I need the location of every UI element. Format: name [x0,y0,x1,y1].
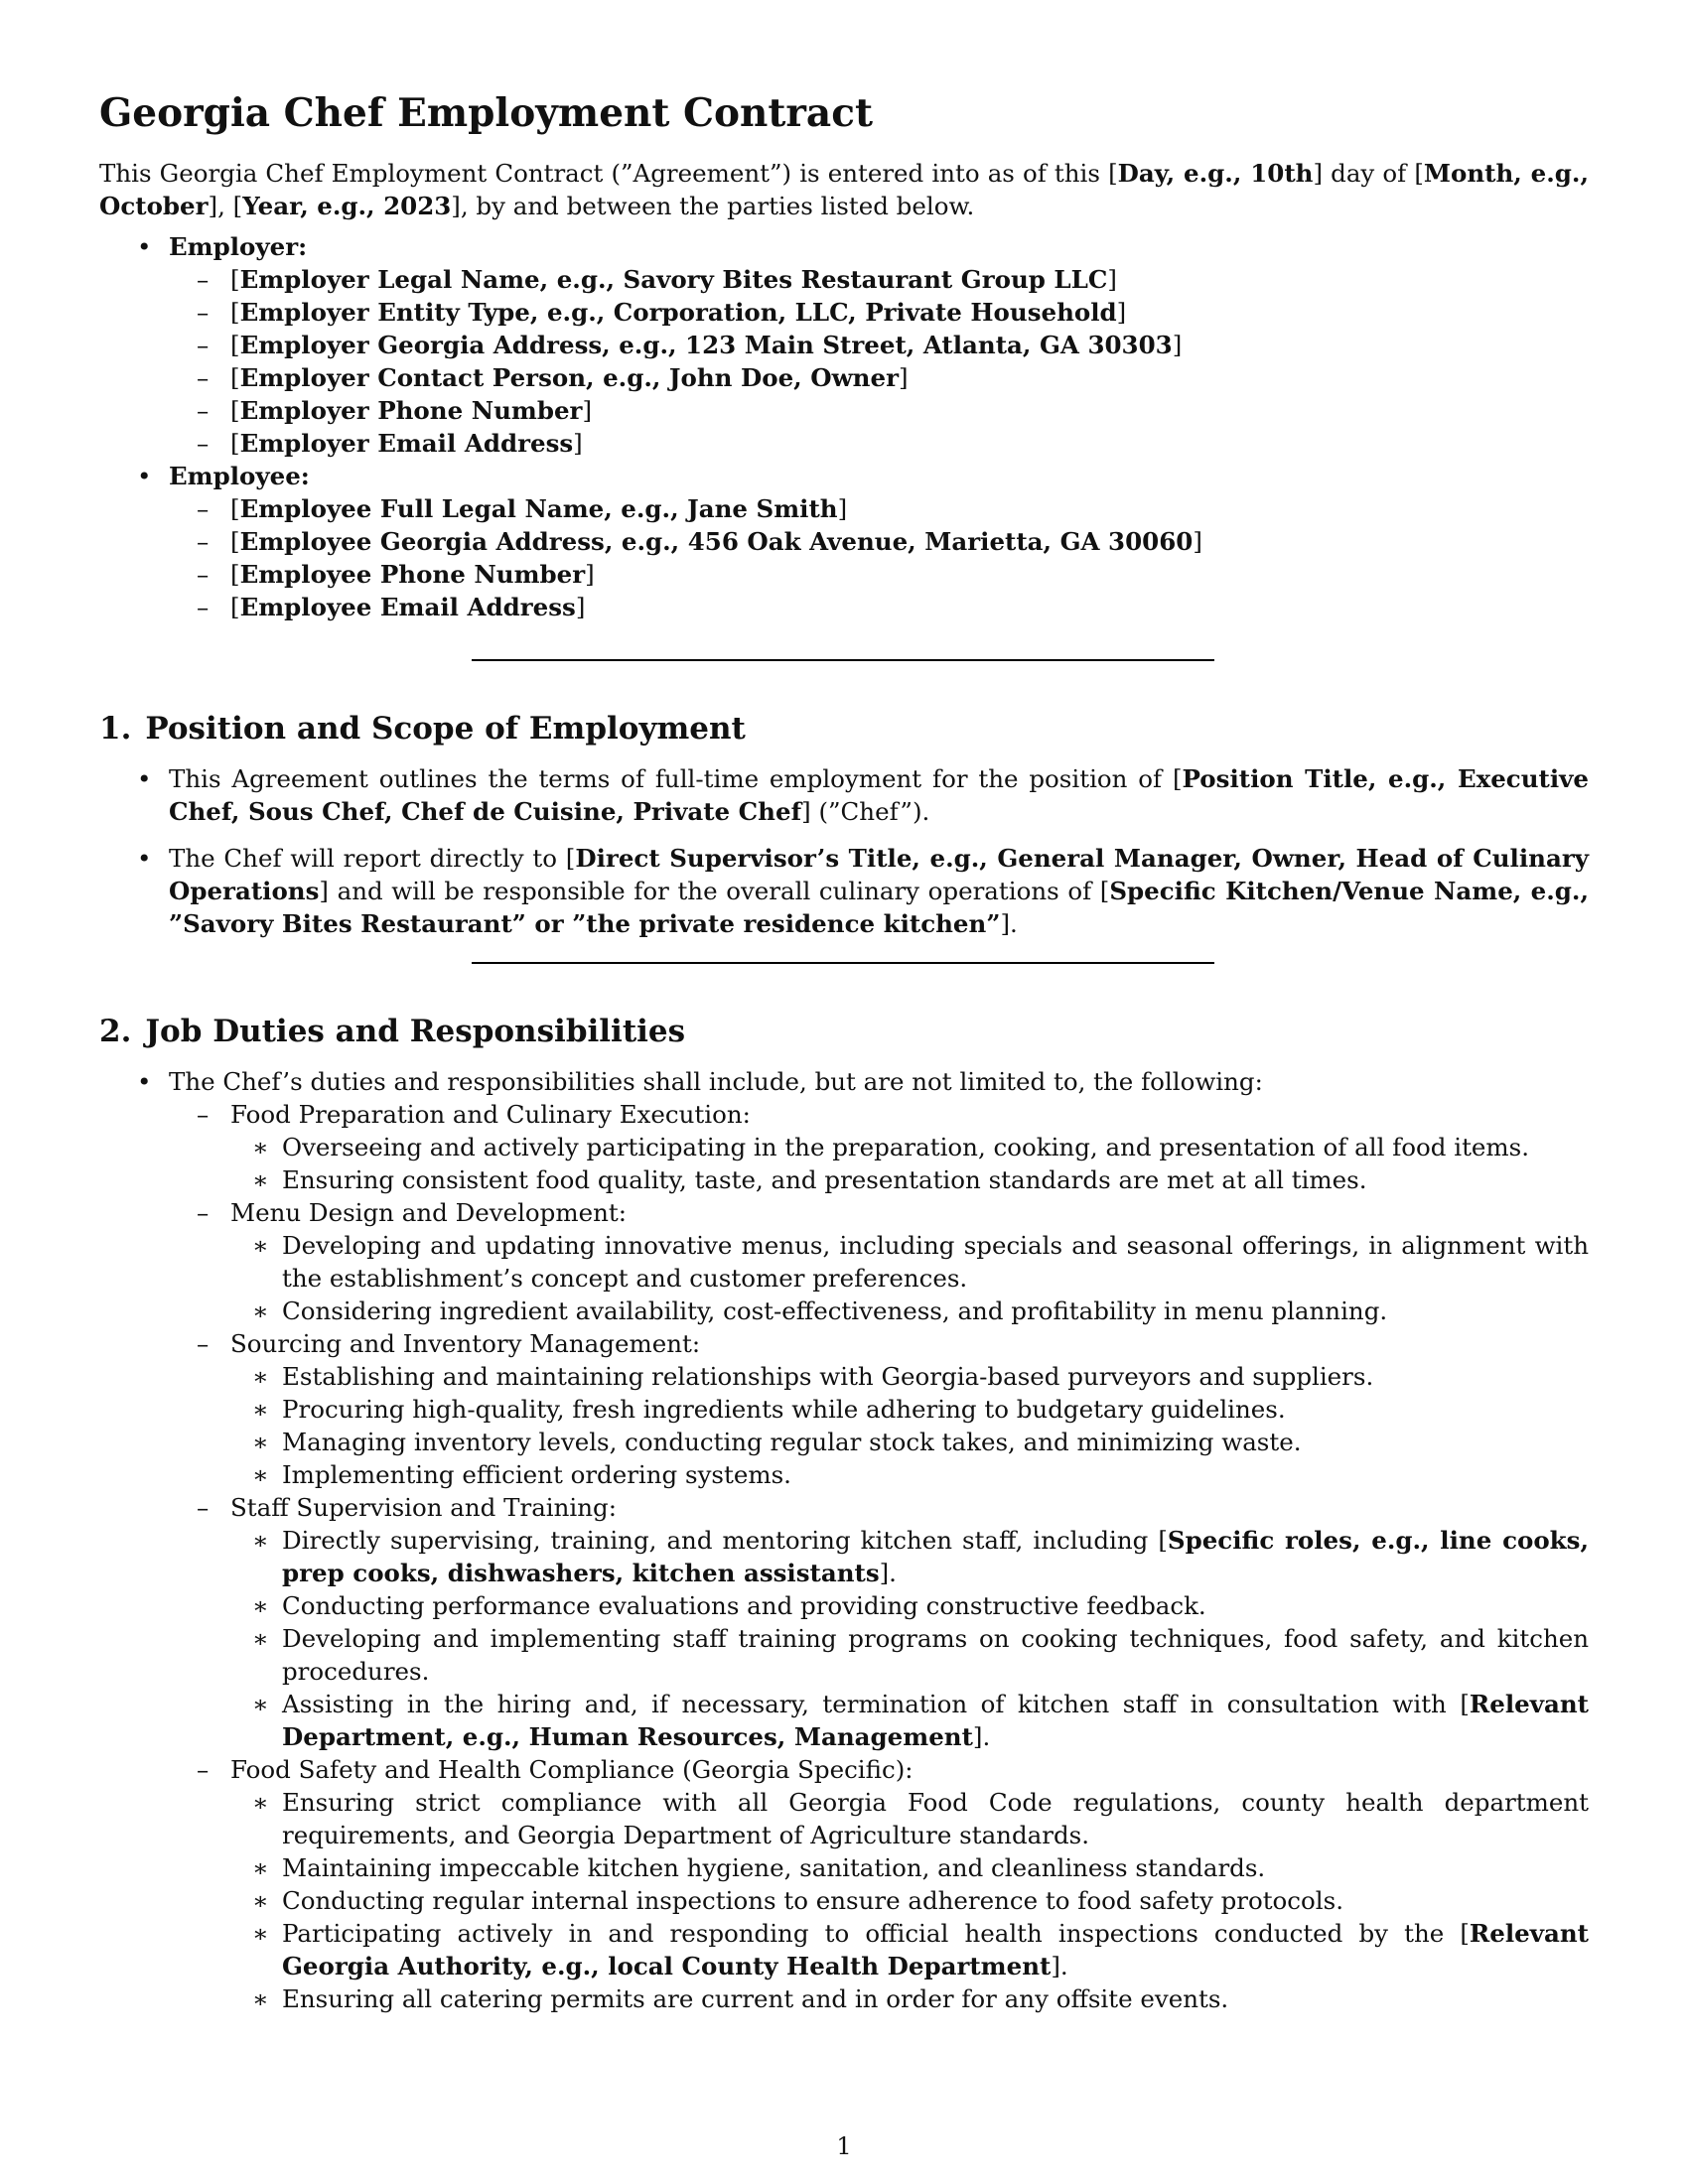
placeholder-field: – [Employer Email Address] [230,427,1589,460]
placeholder-field: – [Employer Entity Type, e.g., Corporation, LLC, Private Household] [230,296,1589,329]
placeholder-field: – [Employee Phone Number] [230,558,1589,591]
duty-group: – Menu Design and Development: ∗ Developing and updating innovative menus, including specials and seasonal offerings, in alignment with the establishment’s concept and customer preferences. ∗ Considering ingredient availability, cost-effectiveness, and profitability in menu planning. [230,1196,1589,1327]
employer-party: • Employer: – [Employer Legal Name, e.g., Savory Bites Restaurant Group LLC] – [Employer Entity Type, e.g., Corporation, LLC, Private Household] – [Employer Georgia Address, e.g., 123 Main Street, Atlanta, GA 30303] – [Employer Contact Person, e.g., John Doe, Owner] – [Employer Phone Number] – [Employer Email Address] [99,230,1589,460]
list-item: ∗ Conducting performance evaluations and providing constructive feedback. [282,1589,1589,1622]
duty-group: – Food Preparation and Culinary Execution: ∗ Overseeing and actively participating in the preparation, cooking, and presentation of all food items. ∗ Ensuring consistent food quality, taste, and presentation standards are met at all times. [230,1098,1589,1196]
list-item: ∗ Establishing and maintaining relationships with Georgia-based purveyors and suppliers. [282,1360,1589,1393]
placeholder-field: – [Employer Legal Name, e.g., Savory Bites Restaurant Group LLC] [230,263,1589,296]
list-item: ∗ Managing inventory levels, conducting regular stock takes, and minimizing waste. [282,1426,1589,1458]
placeholder-field: – [Employee Georgia Address, e.g., 456 Oak Avenue, Marietta, GA 30060] [230,525,1589,558]
duty-items [282,1786,1589,2015]
section2-list [99,1065,1589,2015]
duty-group: – Food Safety and Health Compliance (Georgia Specific): ∗ Ensuring strict compliance with all Georgia Food Code regulations, county health department requirements, and Georgia Department of Agriculture standards. ∗ Maintaining impeccable kitchen hygiene, sanitation, and cleanliness standards. ∗ Conducting regular internal inspections to ensure adherence to food safety protocols. ∗ Participating actively in and responding to official health inspections conducted by the [Relevant Georgia Authority, e.g., local County Health Department]. ∗ Ensuring all catering permits are current and in order for any offsite events. [230,1753,1589,2015]
list-item: ∗ Ensuring consistent food quality, taste, and presentation standards are met at all times. [282,1163,1589,1196]
list-item: • The Chef’s duties and responsibilities shall include, but are not limited to, the following: – Food Preparation and Culinary Execution: ∗ Overseeing and actively participating in the preparation, cooking, and presentation of all food items. ∗ Ensuring consistent food quality, taste, and presentation standards are met at all times. – Menu Design and Development: ∗ Developing and updating innovative menus, including specials and seasonal offerings, in alignment with the establishment’s concept and customer preferences. ∗ Considering ingredient availability, cost-effectiveness, and profitability in menu planning. – Sourcing and Inventory Management: ∗ Establishing and maintaining relationships with Georgia-based purveyors and suppliers. ∗ Procuring high-quality, fresh ingredients while adhering to budgetary guidelines. ∗ Managing inventory levels, conducting regular stock takes, and minimizing waste. ∗ Implementing efficient ordering systems. – Staff Supervision and Training: ∗ Directly supervising, training, and mentoring kitchen staff, including [Specific roles, e.g., line cooks, prep cooks, dishwashers, kitchen assistants]. ∗ Conducting performance evaluations and providing constructive feedback. ∗ Developing and implementing staff training programs on cooking techniques, food safety, and kitchen procedures. ∗ Assisting in the hiring and, if necessary, termination of kitchen staff in consultation with [Relevant Department, e.g., Human Resources, Management]. – Food Safety and Health Compliance (Georgia Specific): ∗ Ensuring strict compliance with all Georgia Food Code regulations, county health department requirements, and Georgia Department of Agriculture standards. ∗ Maintaining impeccable kitchen hygiene, sanitation, and cleanliness standards. ∗ Conducting regular internal inspections to ensure adherence to food safety protocols. ∗ Participating actively in and responding to official health inspections conducted by the [Relevant Georgia Authority, e.g., local County Health Department]. ∗ Ensuring all catering permits are current and in order for any offsite events. [99,1065,1589,2015]
section-heading: 2. Job Duties and Responsibilities [99,1014,686,1049]
placeholder-field: – [Employee Full Legal Name, e.g., Jane Smith] [230,492,1589,525]
list-item: ∗ Participating actively in and responding to official health inspections conducted by the [Relevant Georgia Authority, e.g., local County Health Department]. [282,1917,1589,1982]
section-heading: 1. Position and Scope of Employment [99,711,746,747]
list-item: ∗ Developing and implementing staff training programs on cooking techniques, food safety, and kitchen procedures. [282,1622,1589,1688]
parties-list [99,230,1589,623]
list-item: ∗ Considering ingredient availability, cost-effectiveness, and profitability in menu planning. [282,1295,1589,1327]
list-item: ∗ Directly supervising, training, and mentoring kitchen staff, including [Specific roles, e.g., line cooks, prep cooks, dishwashers, kitchen assistants]. [282,1524,1589,1589]
duty-group: – Staff Supervision and Training: ∗ Directly supervising, training, and mentoring kitchen staff, including [Specific roles, e.g., line cooks, prep cooks, dishwashers, kitchen assistants]. ∗ Conducting performance evaluations and providing constructive feedback. ∗ Developing and implementing staff training programs on cooking techniques, food safety, and kitchen procedures. ∗ Assisting in the hiring and, if necessary, termination of kitchen staff in consultation with [Relevant Department, e.g., Human Resources, Management]. [230,1491,1589,1753]
placeholder-field: – [Employer Georgia Address, e.g., 123 Main Street, Atlanta, GA 30303] [230,329,1589,361]
duty-items [282,1524,1589,1753]
list-item: ∗ Assisting in the hiring and, if necessary, termination of kitchen staff in consultation with [Relevant Department, e.g., Human Resources, Management]. [282,1688,1589,1753]
list-item: ∗ Implementing efficient ordering systems. [282,1458,1589,1491]
employee-fields [230,492,1589,623]
placeholder-field: – [Employer Contact Person, e.g., John Doe, Owner] [230,361,1589,394]
duty-items [282,1360,1589,1491]
document-body [99,81,1589,2015]
list-item: ∗ Ensuring strict compliance with all Georgia Food Code regulations, county health department requirements, and Georgia Department of Agriculture standards. [282,1786,1589,1851]
page-number: 1 [836,2132,852,2160]
list-item: ∗ Overseeing and actively participating in the preparation, cooking, and presentation of all food items. [282,1131,1589,1163]
section1-list [99,762,1589,940]
duty-items [282,1131,1589,1196]
list-item: ∗ Ensuring all catering permits are current and in order for any offsite events. [282,1982,1589,2015]
placeholder-field: – [Employer Phone Number] [230,394,1589,427]
duty-group: – Sourcing and Inventory Management: ∗ Establishing and maintaining relationships with Georgia-based purveyors and suppliers. ∗ Procuring high-quality, fresh ingredients while adhering to budgetary guidelines. ∗ Managing inventory levels, conducting regular stock takes, and minimizing waste. ∗ Implementing efficient ordering systems. [230,1327,1589,1491]
intro-paragraph: This Georgia Chef Employment Contract (”Agreement”) is entered into as of this [Day, e.g., 10th] day of [Month, e.g., October], [Year, e.g., 2023], by and between the parties listed below. [99,159,1589,220]
list-item: ∗ Maintaining impeccable kitchen hygiene, sanitation, and cleanliness standards. [282,1851,1589,1884]
section-divider [472,659,1214,661]
list-item: • This Agreement outlines the terms of full-time employment for the position of [Position Title, e.g., Executive Chef, Sous Chef, Chef de Cuisine, Private Chef] (”Chef”). [99,762,1589,828]
list-item: ∗ Conducting regular internal inspections to ensure adherence to food safety protocols. [282,1884,1589,1917]
list-item: • The Chef will report directly to [Direct Supervisor’s Title, e.g., General Manager, Owner, Head of Culinary Operations] and will be responsible for the overall culinary operations of [Specific Kitchen/Venue Name, e.g., ”Savory Bites Restaurant” or ”the private residence kitchen”]. [99,842,1589,940]
duty-groups [230,1098,1589,2015]
employer-fields [230,263,1589,460]
section-divider [472,962,1214,964]
duty-items [282,1229,1589,1327]
document-title: Georgia Chef Employment Contract [99,90,873,136]
list-item: ∗ Developing and updating innovative menus, including specials and seasonal offerings, in alignment with the establishment’s concept and customer preferences. [282,1229,1589,1295]
list-item: ∗ Procuring high-quality, fresh ingredients while adhering to budgetary guidelines. [282,1393,1589,1426]
employee-party: • Employee: – [Employee Full Legal Name, e.g., Jane Smith] – [Employee Georgia Address, e.g., 456 Oak Avenue, Marietta, GA 30060] – [Employee Phone Number] – [Employee Email Address] [99,460,1589,623]
placeholder-field: – [Employee Email Address] [230,591,1589,623]
